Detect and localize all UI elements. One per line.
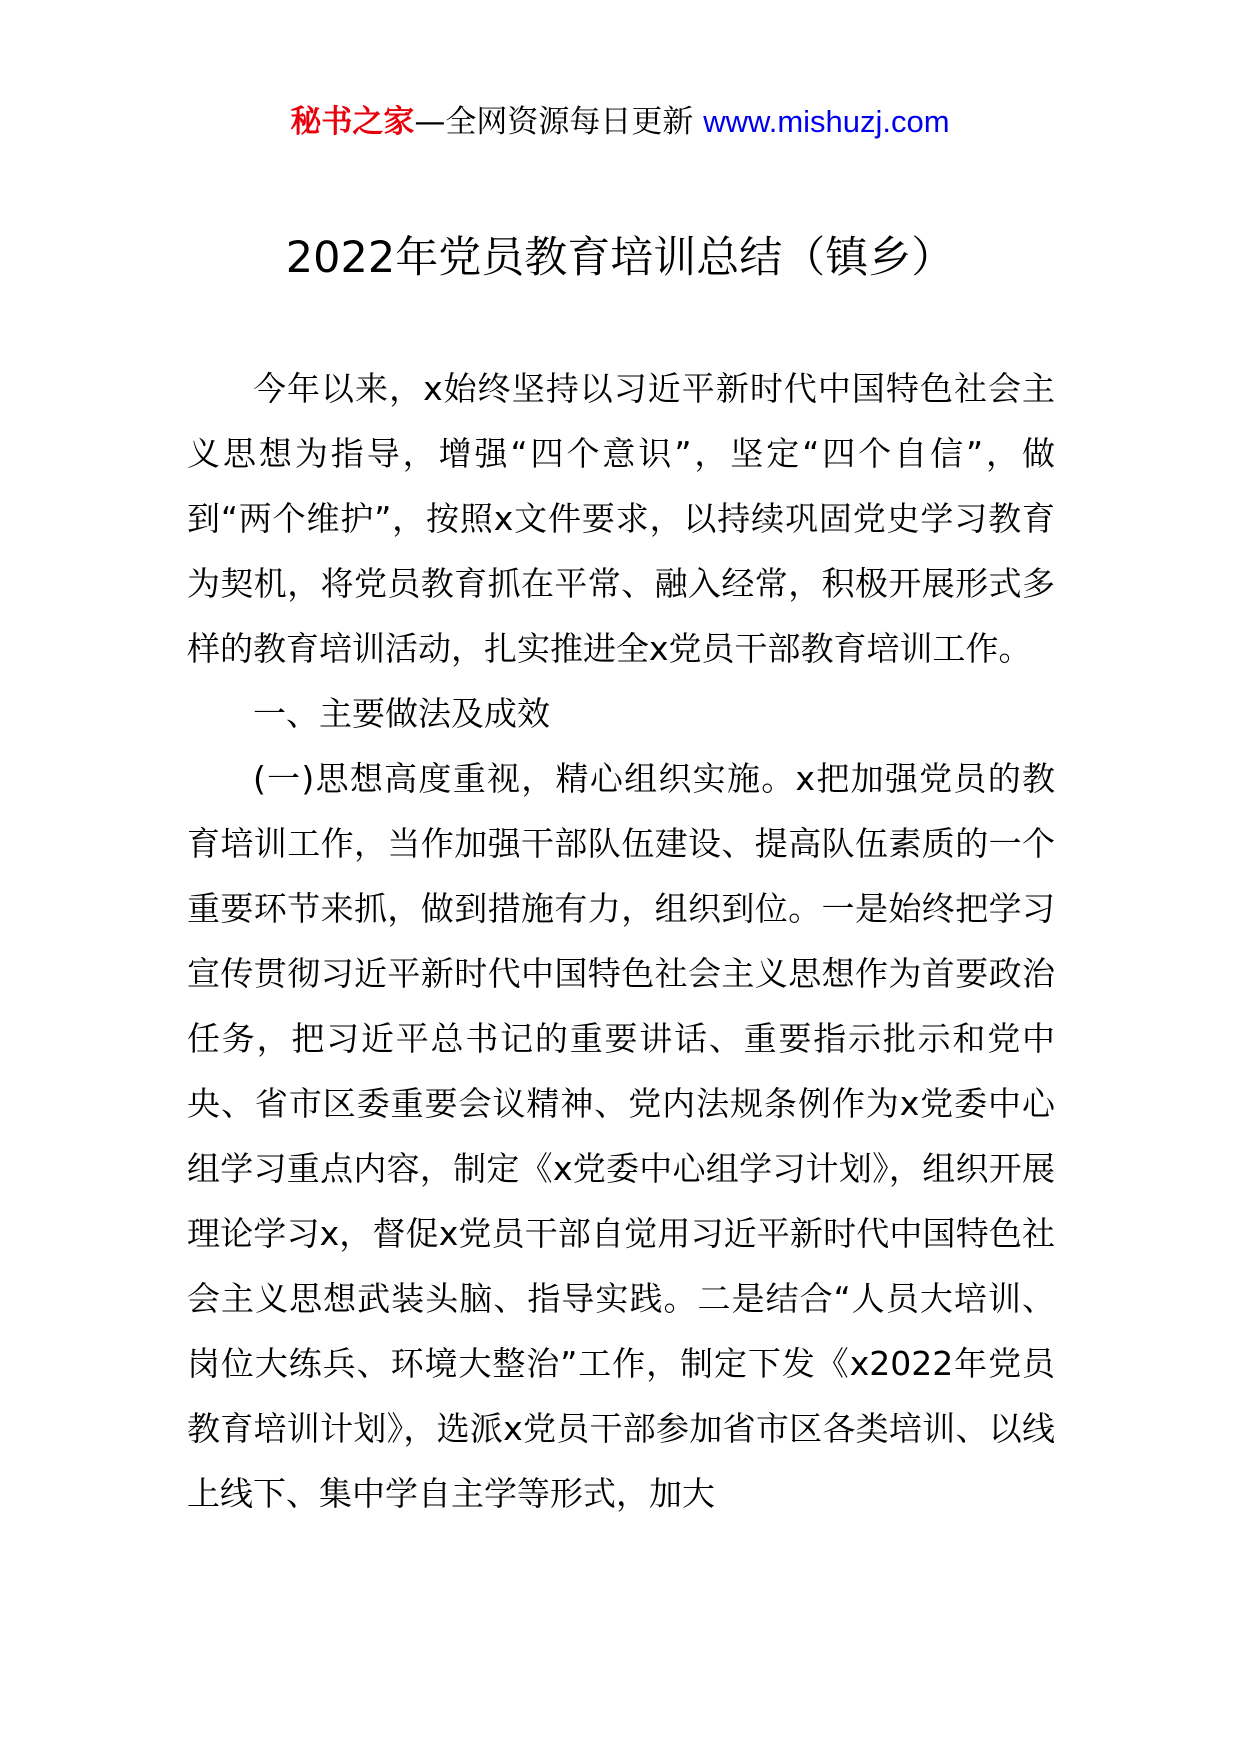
brand-name: 秘书之家 (290, 104, 415, 140)
intro-paragraph: 今年以来，x始终坚持以习近平新时代中国特色社会主义思想为指导，增强“四个意识”，坚定“四个自信”，做到“两个维护”，按照x文件要求，以持续巩固党史学习教育为契机，将党员教育抓在平常、融入经常，积极开展形式多样的教育培训活动，扎实推进全x党员干部教育培训工作。 (187, 369, 1055, 668)
site-banner (0, 100, 1240, 144)
brand-slogan: —全网资源每日更新 (414, 104, 694, 140)
site-url-link[interactable]: www.mishuzj.com (703, 104, 950, 139)
document-body (187, 356, 1055, 1526)
section-heading: 一、主要做法及成效 (253, 694, 550, 733)
document-title: 2022年党员教育培训总结（镇乡） (285, 233, 955, 283)
body-paragraph: (一)思想高度重视，精心组织实施。x把加强党员的教育培训工作，当作加强干部队伍建设、提高队伍素质的一个重要环节来抓，做到措施有力，组织到位。一是始终把学习宣传贯彻习近平新时代中国特色社会主义思想作为首要政治任务，把习近平总书记的重要讲话、重要指示批示和党中央、省市区委重要会议精神、党内法规条例作为x党委中心组学习重点内容，制定《x党委中心组学习计划》，组织开展理论学习x，督促x党员干部自觉用习近平新时代中国特色社会主义思想武装头脑、指导实践。二是结合“人员大培训、岗位大练兵、环境大整治”工作，制定下发《x2022年党员教育培训计划》，选派x党员干部参加省市区各类培训、以线上线下、集中学自主学等形式，加大 (187, 759, 1055, 1513)
